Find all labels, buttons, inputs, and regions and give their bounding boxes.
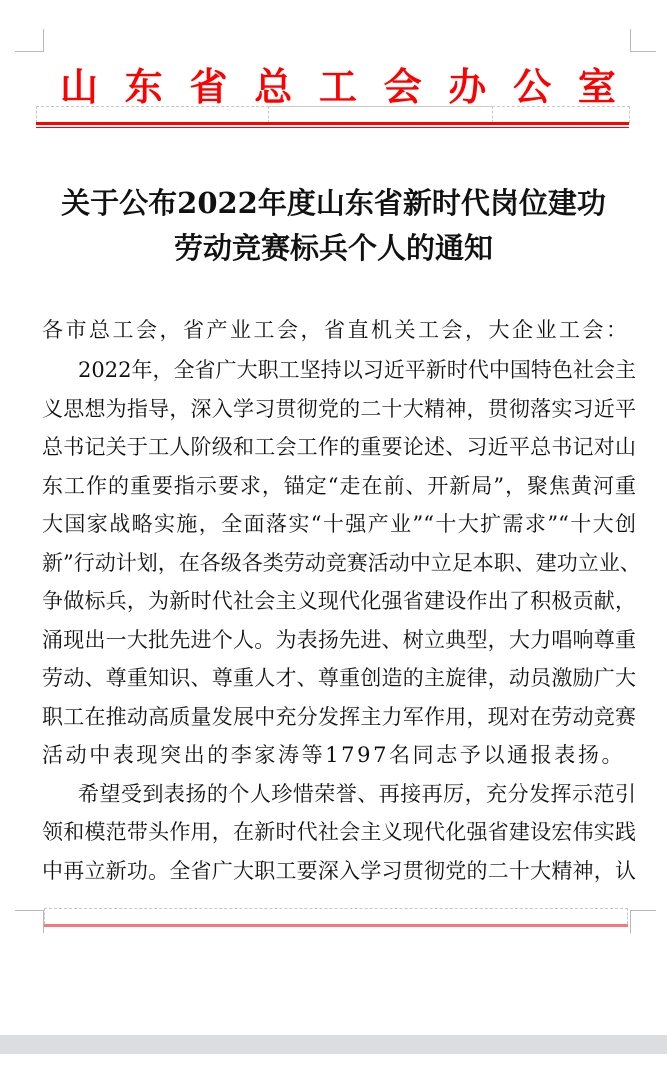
- margin-corner-bottom-left: [15, 910, 44, 933]
- body-line: 涌现出一大批先进个人。为表扬先进、树立典型，大力唱响尊重: [42, 627, 636, 652]
- header-char: 省: [189, 64, 228, 109]
- body-line: 义思想为指导，深入学习贯彻党的二十大精神，贯彻落实习近平: [42, 396, 636, 421]
- header-org-name: [60, 64, 616, 110]
- footer-red-rule: [44, 924, 628, 927]
- body-line: 大国家战略实施，全面落实“十强产业”“十大扩需求”“十大创: [42, 512, 636, 536]
- body-line: 东工作的重要指示要求，锚定“走在前、开新局”，聚焦黄河重: [42, 473, 636, 498]
- body-line: 劳动、尊重知识、尊重人才、尊重创造的主旋律，动员激励广大: [42, 666, 636, 690]
- header-char: 总: [254, 64, 293, 109]
- header-red-rule-thick: [36, 122, 629, 125]
- salutation: 各市总工会，省产业工会，省直机关工会，大企业工会：: [42, 318, 630, 342]
- body-line: 希望受到表扬的个人珍惜荣誉、再接再厉，充分发挥示范引: [78, 781, 636, 806]
- body-line: 活动中表现突出的李家涛等1797名同志予以通报表扬。: [42, 743, 626, 767]
- header-char: 办: [448, 64, 487, 109]
- body-line: 中再立新功。全省广大职工要深入学习贯彻党的二十大精神，认: [42, 858, 636, 883]
- header-red-rule-thin: [36, 127, 629, 128]
- body-line: 总书记关于工人阶级和工会工作的重要论述、习近平总书记对山: [42, 435, 636, 459]
- margin-corner-top-left: [15, 29, 44, 52]
- document-title-line-2: 劳动竞赛标兵个人的通知: [173, 231, 493, 265]
- header-char: 山: [60, 64, 99, 109]
- body-line: 新”行动计划，在各级各类劳动竞赛活动中立足本职、建功立业、: [42, 550, 641, 575]
- header-char: 公: [513, 64, 552, 109]
- margin-corner-bottom-right: [630, 910, 656, 933]
- header-char: 室: [577, 64, 616, 109]
- body-line: 2022年，全省广大职工坚持以习近平新时代中国特色社会主: [78, 358, 636, 382]
- document-title-line-1: 关于公布2022年度山东省新时代岗位建功: [61, 186, 606, 220]
- footer-table-edge: [44, 908, 628, 924]
- body-line: 争做标兵，为新时代社会主义现代化强省建设作出了积极贡献，: [42, 589, 636, 613]
- header-table-edge: [36, 106, 630, 123]
- margin-corner-top-right: [630, 29, 656, 52]
- body-line: 领和模范带头作用，在新时代社会主义现代化强省建设宏伟实践: [42, 820, 636, 844]
- header-char: 工: [318, 64, 357, 109]
- header-char: 东: [124, 64, 163, 109]
- body-line: 职工在推动高质量发展中充分发挥主力军作用，现对在劳动竞赛: [42, 704, 636, 729]
- header-char: 会: [383, 64, 422, 109]
- page-separator: [0, 1035, 667, 1054]
